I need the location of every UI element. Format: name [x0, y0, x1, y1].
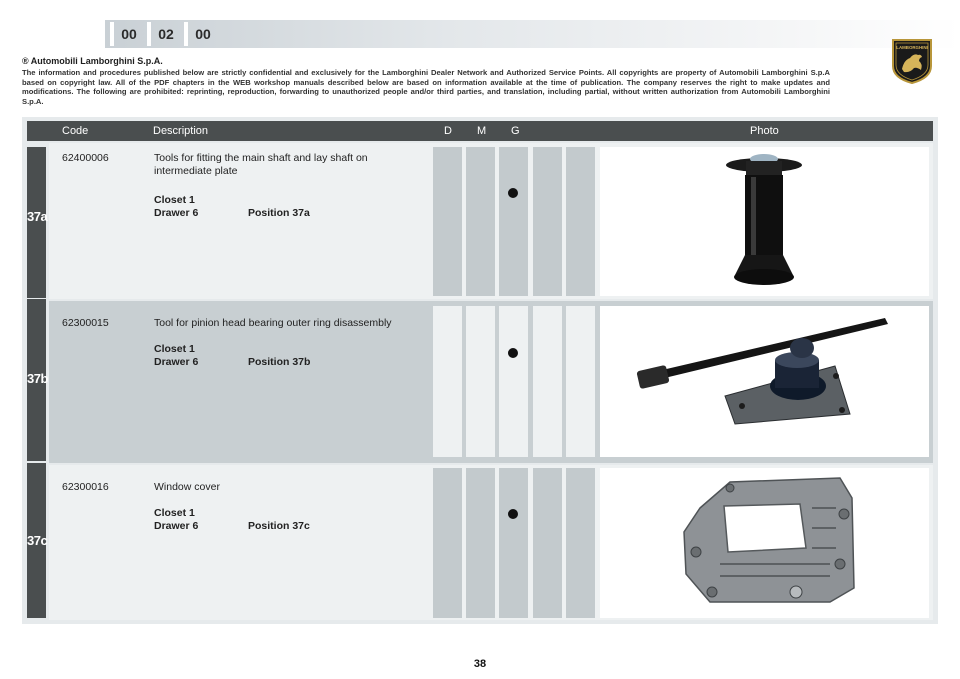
cell-g: [499, 468, 528, 618]
col-code: Code: [62, 125, 89, 137]
tool-photo-frame: [600, 306, 929, 457]
drawer-label: Drawer 6: [154, 520, 199, 532]
tool-description: Tool for pinion head bearing outer ring disassembly: [154, 317, 392, 329]
col-g: G: [511, 125, 520, 137]
logo-text: LAMBORGHINI: [896, 45, 928, 50]
bearing-puller-tool-photo: [600, 306, 929, 457]
cell-m: [466, 468, 495, 618]
cell-extra-2: [566, 468, 595, 618]
cell-extra-1: [533, 147, 562, 296]
ref-label: 37b: [27, 371, 48, 386]
header-code-bar: [105, 20, 960, 48]
cell-g: [499, 147, 528, 296]
col-d: D: [444, 125, 452, 137]
cell-extra-2: [566, 147, 595, 296]
cell-d: [433, 306, 462, 457]
section-code: 02: [147, 22, 181, 46]
g-marker-dot: [508, 348, 518, 358]
closet-label: Closet 1: [154, 194, 195, 206]
cell-m: [466, 147, 495, 296]
cell-m: [466, 306, 495, 457]
tool-photo-frame: [600, 147, 929, 296]
table-header: [27, 121, 933, 141]
legal-notice: The information and procedures published below are strictly confidential and exclusively for the Lamborghini Dealer Network and Authorized Service Points. All copyrights are property of Automobili Lamborghini S.p.A based on copyright law. All of the PDF chapters in the WEB workshop manuals described below are based on information available at the time of publication. The company reserves the right to make updates and modifications. The following are prohibited: reprinting, reproduction, forwarding to unauthorized people and/or third parties, and translation, including partial, without written authorization from Automobili Lamborghini S.p.A.: [22, 68, 830, 106]
cell-extra-2: [566, 306, 595, 457]
col-description: Description: [153, 125, 209, 137]
ref-label: 37a: [27, 209, 48, 224]
ref-label: 37c: [27, 533, 48, 548]
window-cover-plate-photo: [600, 468, 929, 618]
cell-extra-1: [533, 468, 562, 618]
subsection-code: 00: [184, 22, 218, 46]
cylindrical-fitting-tool-photo: [600, 147, 929, 296]
col-m: M: [477, 125, 487, 137]
g-marker-dot: [508, 188, 518, 198]
page-number: 38: [473, 658, 487, 670]
closet-label: Closet 1: [154, 343, 195, 355]
lamborghini-shield-logo: [890, 36, 934, 84]
tool-code: 62300016: [62, 481, 109, 493]
closet-label: Closet 1: [154, 507, 195, 519]
col-photo: Photo: [750, 125, 779, 137]
position-label: Position 37b: [248, 356, 311, 368]
g-marker-dot: [508, 509, 518, 519]
position-label: Position 37a: [248, 207, 310, 219]
cell-d: [433, 468, 462, 618]
position-label: Position 37c: [248, 520, 310, 532]
cell-g: [499, 306, 528, 457]
tool-code: 62400006: [62, 152, 109, 164]
tool-code: 62300015: [62, 317, 109, 329]
tool-photo-frame: [600, 468, 929, 618]
company-name: ® Automobili Lamborghini S.p.A.: [22, 56, 163, 66]
drawer-label: Drawer 6: [154, 356, 199, 368]
tool-description: Window cover: [154, 481, 220, 493]
cell-d: [433, 147, 462, 296]
cell-extra-1: [533, 306, 562, 457]
tool-description: Tools for fitting the main shaft and lay shaft on intermediate plate: [154, 152, 368, 177]
chapter-code: 00: [110, 22, 144, 46]
drawer-label: Drawer 6: [154, 207, 199, 219]
